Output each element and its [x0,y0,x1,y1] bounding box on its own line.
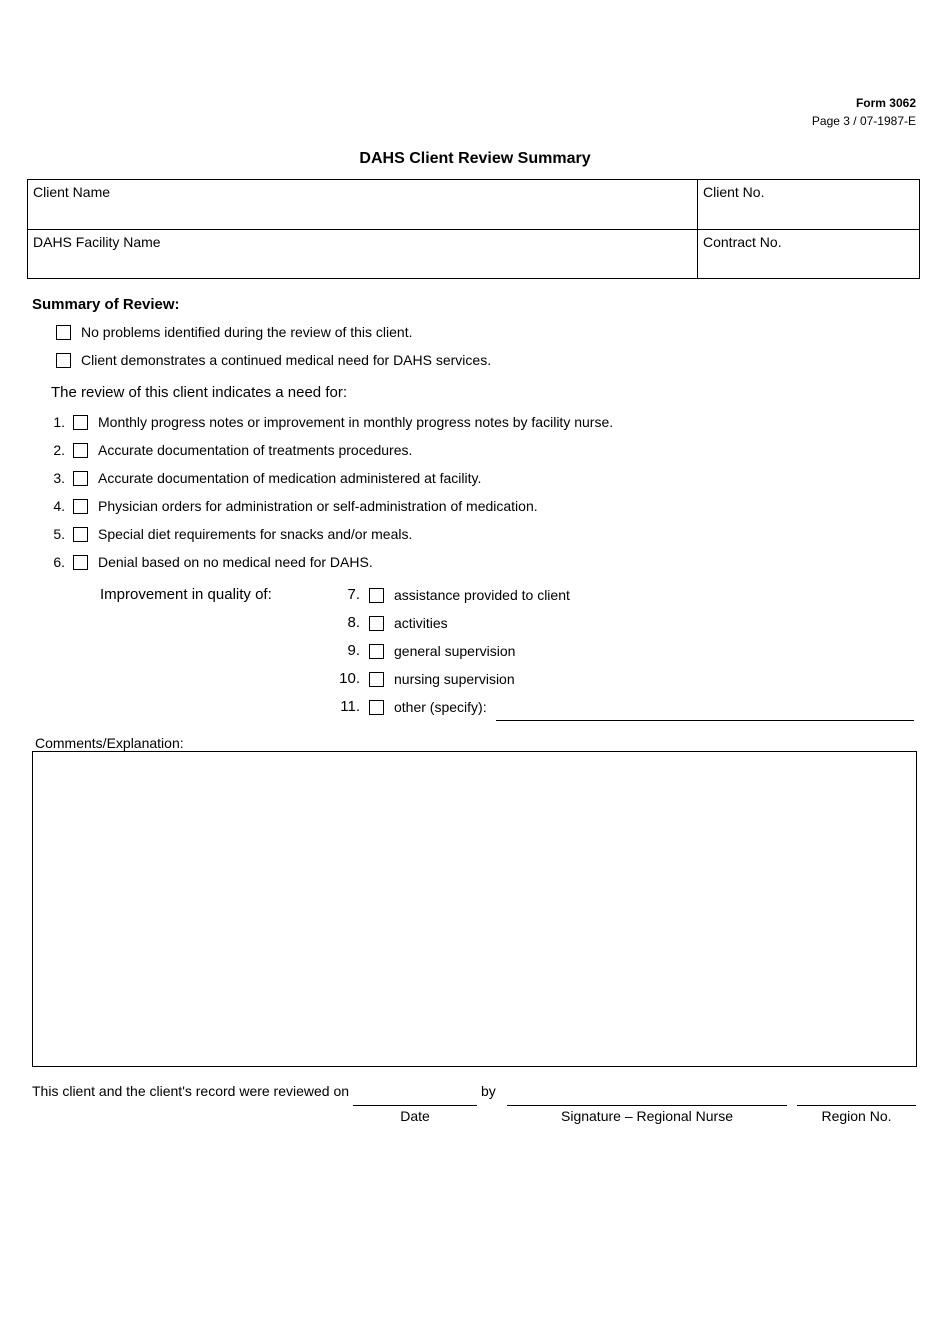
need-2-checkbox[interactable] [73,443,88,458]
quality-7-checkbox[interactable] [369,588,384,603]
quality-number: 9. [347,642,360,659]
need-1-checkbox[interactable] [73,415,88,430]
date-field[interactable] [353,1105,477,1106]
other-specify-field[interactable] [496,720,914,721]
need-label: Accurate documentation of treatments procedures. [98,442,413,458]
contract-no-label: Contract No. [703,234,782,250]
quality-number: 11. [340,698,360,715]
by-text: by [481,1083,496,1099]
comments-label: Comments/Explanation: [35,735,184,751]
need-number: 3. [53,470,65,486]
summary-heading: Summary of Review: [32,296,180,313]
quality-label: nursing supervision [394,671,515,687]
page-title: DAHS Client Review Summary [359,150,591,167]
quality-number: 8. [347,614,360,631]
no-problems-checkbox[interactable] [56,325,71,340]
region-caption: Region No. [821,1108,892,1124]
date-caption: Date [400,1108,430,1124]
need-label: Physician orders for administration or self-administration of medication. [98,498,538,514]
reviewed-text: This client and the client's record were reviewed on [32,1083,350,1099]
comments-textarea[interactable] [32,751,917,1067]
page-info: Page 3 / 07-1987-E [811,114,916,128]
need-number: 6. [53,554,65,570]
need-label: Accurate documentation of medication administered at facility. [98,470,482,486]
quality-label: assistance provided to client [394,587,570,603]
client-no-label: Client No. [703,184,765,200]
need-4-checkbox[interactable] [73,499,88,514]
need-label: Monthly progress notes or improvement in monthly progress notes by facility nurse. [98,414,614,430]
need-5-checkbox[interactable] [73,527,88,542]
facility-name-label: DAHS Facility Name [33,234,161,250]
need-number: 1. [53,414,65,430]
region-no-field[interactable] [797,1105,916,1106]
need-label: Special diet requirements for snacks and/or meals. [98,526,413,542]
client-no-field[interactable] [698,180,919,230]
continued-need-checkbox[interactable] [56,353,71,368]
signature-caption: Signature – Regional Nurse [561,1108,733,1124]
need-6-checkbox[interactable] [73,555,88,570]
client-info-table [27,179,920,279]
need-number: 2. [53,442,65,458]
need-number: 4. [53,498,65,514]
quality-10-checkbox[interactable] [369,672,384,687]
client-name-label: Client Name [33,184,111,200]
improvement-label: Improvement in quality of: [100,586,272,603]
need-intro: The review of this client indicates a need for: [51,384,347,401]
quality-11-checkbox[interactable] [369,700,384,715]
need-3-checkbox[interactable] [73,471,88,486]
quality-label: other (specify): [394,699,487,715]
need-number: 5. [53,526,65,542]
form-number: Form 3062 [855,96,916,110]
quality-label: activities [394,615,448,631]
client-name-field[interactable] [28,180,698,230]
quality-8-checkbox[interactable] [369,616,384,631]
quality-number: 7. [347,586,360,603]
quality-number: 10. [339,670,360,687]
continued-need-label: Client demonstrates a continued medical need for DAHS services. [81,352,492,368]
no-problems-label: No problems identified during the review of this client. [81,324,413,340]
facility-name-field[interactable] [28,230,698,278]
need-label: Denial based on no medical need for DAHS. [98,554,373,570]
quality-label: general supervision [394,643,516,659]
contract-no-field[interactable] [698,230,919,278]
signature-field[interactable] [507,1105,787,1106]
quality-9-checkbox[interactable] [369,644,384,659]
